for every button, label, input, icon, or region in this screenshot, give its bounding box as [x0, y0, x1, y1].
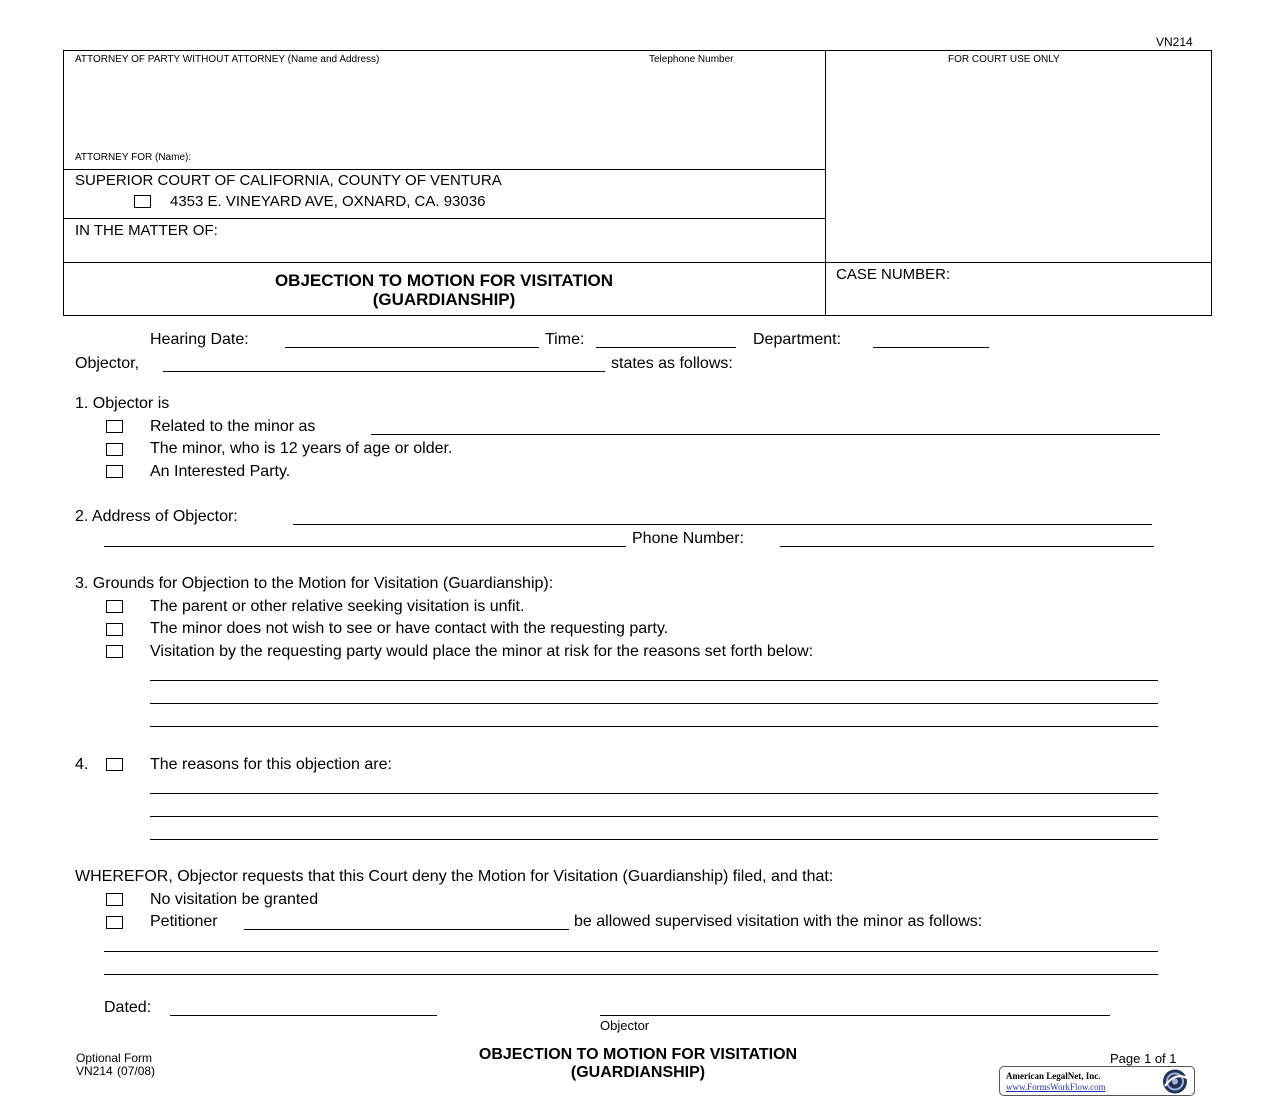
- at-risk-label: Visitation by the requesting party would place the minor at risk for the reasons set forth below:: [150, 643, 814, 660]
- supervised-checkbox[interactable]: [106, 916, 123, 929]
- risk-reason-line-3[interactable]: [150, 726, 1158, 727]
- phone-field[interactable]: [780, 546, 1154, 547]
- related-checkbox[interactable]: [106, 420, 123, 433]
- visitation-terms-line-2[interactable]: [104, 974, 1158, 975]
- unfit-label: The parent or other relative seeking visitation is unfit.: [150, 598, 525, 615]
- at-risk-checkbox[interactable]: [106, 645, 123, 658]
- no-visitation-checkbox[interactable]: [106, 893, 123, 906]
- department-label: Department:: [753, 331, 842, 348]
- interested-party-checkbox[interactable]: [106, 465, 123, 478]
- reasons-label: The reasons for this objection are:: [150, 756, 392, 773]
- wherefor-text: WHEREFOR, Objector requests that this Court deny the Motion for Visitation (Guardianship) filed, and that:: [75, 868, 834, 885]
- dated-field[interactable]: [170, 1015, 437, 1016]
- reasons-line-3[interactable]: [150, 839, 1158, 840]
- minor-checkbox[interactable]: [106, 443, 123, 456]
- risk-reason-line-2[interactable]: [150, 703, 1158, 704]
- attorney-for-label: ATTORNEY FOR (Name):: [75, 152, 192, 163]
- no-contact-checkbox[interactable]: [106, 623, 123, 636]
- address-label: 2. Address of Objector:: [75, 508, 238, 525]
- header-divider: [825, 50, 826, 315]
- hearing-date-field[interactable]: [285, 347, 539, 348]
- address-field-1[interactable]: [293, 524, 1152, 525]
- form-title-line1: OBJECTION TO MOTION FOR VISITATION: [274, 271, 614, 290]
- address-field-2[interactable]: [104, 546, 626, 547]
- footer-title: [388, 1046, 888, 1082]
- objector-signature-label: Objector: [600, 1018, 650, 1033]
- visitation-terms-line-1[interactable]: [104, 951, 1158, 952]
- objector-prefix: Objector,: [75, 355, 140, 372]
- phone-label: Phone Number:: [632, 530, 745, 547]
- matter-label: IN THE MATTER OF:: [75, 222, 218, 239]
- hearing-time-label: Time:: [545, 331, 585, 348]
- logo-url[interactable]: www.FormsWorkFlow.com: [1006, 1082, 1106, 1092]
- objector-name-field[interactable]: [163, 371, 605, 372]
- no-contact-label: The minor does not wish to see or have contact with the requesting party.: [150, 620, 669, 637]
- header-row-divider-1: [63, 169, 825, 170]
- telephone-label: Telephone Number: [649, 54, 734, 65]
- no-visitation-label: No visitation be granted: [150, 891, 319, 908]
- reasons-line-2[interactable]: [150, 816, 1158, 817]
- reasons-checkbox[interactable]: [106, 758, 123, 771]
- american-legalnet-logo[interactable]: [999, 1066, 1195, 1096]
- footer-code-date: VN214 (07/08): [76, 1064, 156, 1078]
- supervised-label: be allowed supervised visitation with the minor as follows:: [574, 913, 983, 930]
- minor-label: The minor, who is 12 years of age or older.: [150, 440, 453, 457]
- logo-name: American LegalNet, Inc.: [1006, 1071, 1101, 1081]
- form-code: VN214: [1156, 35, 1193, 49]
- reasons-line-1[interactable]: [150, 793, 1158, 794]
- department-field[interactable]: [873, 347, 989, 348]
- dated-label: Dated:: [104, 999, 152, 1016]
- petitioner-label: Petitioner: [150, 913, 218, 930]
- globe-icon: [1157, 1068, 1193, 1095]
- header-top-border: [63, 50, 1212, 51]
- header-right-border: [1211, 50, 1212, 315]
- section1-heading: 1. Objector is: [75, 395, 170, 412]
- section4-number: 4.: [75, 756, 89, 773]
- hearing-date-label: Hearing Date:: [150, 331, 249, 348]
- hearing-time-field[interactable]: [596, 347, 736, 348]
- risk-reason-line-1[interactable]: [150, 680, 1158, 681]
- court-use-label: FOR COURT USE ONLY: [948, 54, 1060, 65]
- footer-optional: Optional Form: [76, 1051, 153, 1065]
- header-row-divider-2: [63, 218, 825, 219]
- related-label: Related to the minor as: [150, 418, 316, 435]
- footer-title-line1: OBJECTION TO MOTION FOR VISITATION: [478, 1046, 798, 1063]
- objector-suffix: states as follows:: [611, 355, 733, 372]
- court-address-checkbox[interactable]: [134, 195, 151, 208]
- attorney-label: ATTORNEY OF PARTY WITHOUT ATTORNEY (Name and Address): [75, 54, 380, 65]
- petitioner-field[interactable]: [244, 929, 569, 930]
- unfit-checkbox[interactable]: [106, 600, 123, 613]
- form-title: [63, 271, 825, 309]
- footer-page: Page 1 of 1: [1110, 1051, 1177, 1066]
- header-row-divider-3: [63, 262, 1212, 263]
- court-name: SUPERIOR COURT OF CALIFORNIA, COUNTY OF VENTURA: [75, 172, 502, 189]
- related-field[interactable]: [371, 434, 1160, 435]
- court-address: 4353 E. VINEYARD AVE, OXNARD, CA. 93036: [170, 193, 486, 210]
- form-title-line2: (GUARDIANSHIP): [372, 290, 516, 309]
- interested-party-label: An Interested Party.: [150, 463, 291, 480]
- case-number-label: CASE NUMBER:: [836, 266, 951, 283]
- footer-title-line2: (GUARDIANSHIP): [570, 1064, 706, 1081]
- section3-heading: 3. Grounds for Objection to the Motion for Visitation (Guardianship):: [75, 575, 554, 592]
- objector-signature-field[interactable]: [600, 1015, 1110, 1016]
- header-bottom-border: [63, 315, 1212, 316]
